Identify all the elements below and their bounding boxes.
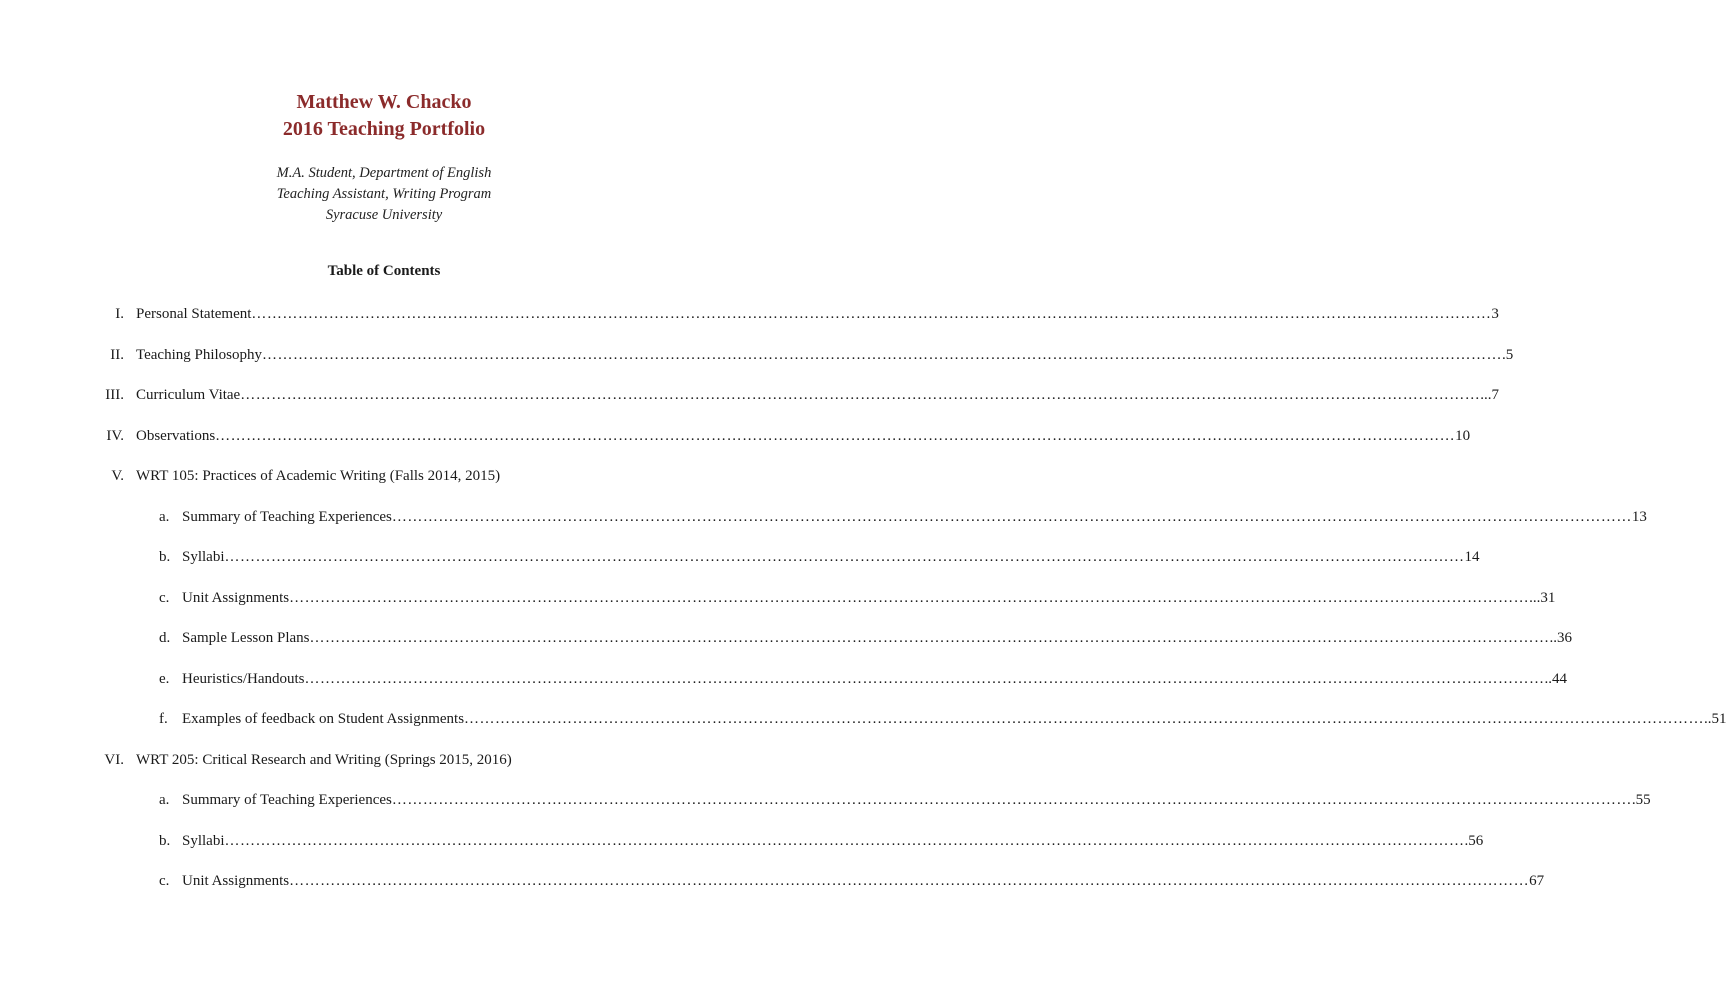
- section-numeral: VI.: [104, 751, 124, 768]
- section-title: WRT 105: Practices of Academic Writing (Falls 2014, 2015): [136, 468, 501, 484]
- dot-leader: ……………………………………………………………………………………………………………………………………………………………………………………………………………………: [215, 427, 1456, 444]
- subsection-letter: b.: [159, 549, 171, 565]
- subsection-page-number: ..51: [1704, 711, 1727, 727]
- dot-leader: ……………………………………………………………………………………………………………………………………………………………………………………………………………………: [304, 670, 1545, 687]
- section-page-number: 3: [1491, 306, 1499, 322]
- subsection-letter: c.: [159, 873, 170, 889]
- subsection-letter: c.: [159, 589, 170, 606]
- subsection-entry: [182, 669, 1567, 689]
- section-title: WRT 205: Critical Research and Writing (Springs 2015, 2016): [136, 751, 512, 768]
- dot-leader: ……………………………………………………………………………………………………………………………………………………………………………………………………………………: [224, 832, 1465, 849]
- dot-leader: ……………………………………………………………………………………………………………………………………………………………………………………………………………………: [240, 387, 1481, 403]
- subsection-letter: a.: [159, 508, 170, 525]
- section-numeral: IV.: [106, 427, 124, 444]
- dot-leader: ……………………………………………………………………………………………………………………………………………………………………………………………………………………: [251, 306, 1492, 322]
- subsection-letter: e.: [159, 670, 170, 687]
- subsection-letter: f.: [159, 711, 168, 727]
- subsection-entry: [182, 628, 1572, 648]
- subsection-entry: [182, 709, 1727, 729]
- subsection-title: Summary of Teaching Experiences: [182, 792, 392, 808]
- subsection-title: Summary of Teaching Experiences: [182, 508, 392, 525]
- subsection-page-number: 14: [1464, 549, 1480, 565]
- subsection-entry: [182, 588, 1556, 608]
- subsection-title: Syllabi: [182, 832, 225, 849]
- subsection-letter: b.: [159, 832, 171, 849]
- subsection-title: Syllabi: [182, 549, 225, 565]
- subsection-page-number: ..44: [1544, 670, 1567, 687]
- section-page-number: 10: [1455, 427, 1471, 444]
- subsection-letter: d.: [159, 630, 171, 646]
- subsection-letter: a.: [159, 792, 170, 808]
- section-title: Observations: [136, 427, 216, 444]
- dot-leader: ……………………………………………………………………………………………………………………………………………………………………………………………………………………: [224, 549, 1465, 565]
- dot-leader: ……………………………………………………………………………………………………………………………………………………………………………………………………………………: [262, 346, 1503, 363]
- subsection-title: Examples of feedback on Student Assignments: [182, 711, 465, 727]
- section-entry: [136, 304, 1499, 324]
- section-entry: [136, 426, 1471, 446]
- dot-leader: ……………………………………………………………………………………………………………………………………………………………………………………………………………………: [289, 589, 1530, 606]
- section-entry: [136, 385, 1499, 405]
- affiliation-line: Syracuse University: [325, 207, 443, 223]
- subsection-title: Heuristics/Handouts: [182, 670, 305, 687]
- dot-leader: ……………………………………………………………………………………………………………………………………………………………………………………………………………………: [289, 873, 1530, 889]
- author-name: Matthew W. Chacko: [296, 91, 472, 113]
- section-numeral: III.: [105, 387, 124, 403]
- subsection-entry: [182, 831, 1484, 851]
- subsection-title: Unit Assignments: [182, 589, 290, 606]
- dot-leader: ……………………………………………………………………………………………………………………………………………………………………………………………………………………: [391, 792, 1632, 808]
- section-numeral: V.: [111, 468, 124, 484]
- section-entry: [136, 750, 662, 770]
- section-title: Curriculum Vitae: [136, 387, 241, 403]
- section-numeral: I.: [115, 306, 124, 322]
- section-numeral: II.: [110, 346, 124, 363]
- subsection-entry: [182, 871, 1545, 891]
- dot-leader: ……………………………………………………………………………………………………………………………………………………………………………………………………………………: [391, 508, 1632, 525]
- section-entry: [136, 466, 662, 486]
- dot-leader: ……………………………………………………………………………………………………………………………………………………………………………………………………………………: [464, 711, 1705, 727]
- subsection-entry: [182, 790, 1651, 810]
- subsection-title: Sample Lesson Plans: [182, 630, 310, 646]
- subsection-title: Unit Assignments: [182, 873, 290, 889]
- section-page-number: .5: [1502, 346, 1514, 363]
- subsection-page-number: 67: [1529, 873, 1545, 889]
- toc-heading: Table of Contents: [327, 263, 441, 279]
- subsection-page-number: ..36: [1549, 630, 1572, 646]
- subsection-page-number: 13: [1631, 508, 1647, 525]
- subsection-page-number: .56: [1464, 832, 1484, 849]
- affiliation-line: M.A. Student, Department of English: [276, 165, 492, 181]
- section-title: Personal Statement: [136, 306, 252, 322]
- portfolio-title: 2016 Teaching Portfolio: [282, 118, 486, 140]
- affiliation-line: Teaching Assistant, Writing Program: [276, 186, 492, 202]
- subsection-entry: [182, 547, 1480, 567]
- section-entry: [136, 345, 1514, 365]
- subsection-entry: [182, 507, 1647, 527]
- dot-leader: ……………………………………………………………………………………………………………………………………………………………………………………………………………………: [309, 630, 1550, 646]
- subsection-page-number: .55: [1631, 792, 1651, 808]
- section-title: Teaching Philosophy: [136, 346, 263, 363]
- section-page-number: ...7: [1480, 387, 1499, 403]
- subsection-page-number: ...31: [1529, 589, 1556, 606]
